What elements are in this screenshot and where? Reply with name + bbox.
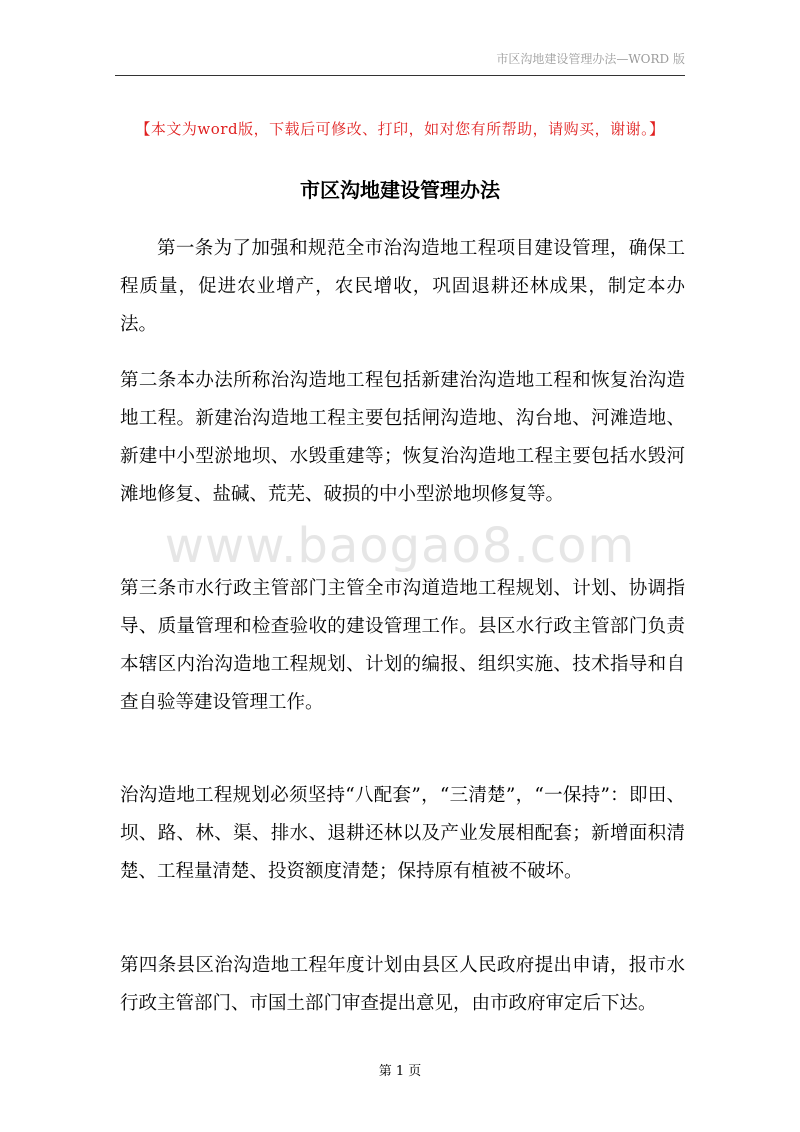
paragraph-planning-principles: 治沟造地工程规划必须坚持“八配套”，“三清楚”，“一保持”：即田、坝、路、林、渠、排水、退耕还林以及产业发展相配套；新增面积清楚、工程量清楚、投资额度清楚；保持原有植被不破坏。 xyxy=(120,785,685,882)
paragraph-article-2: 第二条本办法所称治沟造地工程包括新建治沟造地工程和恢复治沟造地工程。新建治沟造地工程主要包括闸沟造地、沟台地、河滩造地、新建中小型淤地坝、水毁重建等；恢复治沟造地工程主要包括水毁河滩地修复、盐碱、荒芜、破损的中小型淤地坝修复等。 xyxy=(120,370,685,505)
document-title: 市区沟地建设管理办法 xyxy=(300,178,500,202)
paragraph-article-1: 第一条为了加强和规范全市治沟造地工程项目建设管理，确保工程质量，促进农业增产，农民增收，巩固退耕还林成果，制定本办法。 xyxy=(120,238,685,335)
paragraph-article-3: 第三条市水行政主管部门主管全市沟道造地工程规划、计划、协调指导、质量管理和检查验收的建设管理工作。县区水行政主管部门负责本辖区内治沟造地工程规划、计划的编报、组织实施、技术指导和自查自验等建设管理工作。 xyxy=(120,578,685,713)
word-version-notice: 【本文为word版，下载后可修改、打印，如对您有所帮助，请购买，谢谢。】 xyxy=(135,120,665,138)
watermark: www.baogao8.com xyxy=(164,518,636,574)
page-header: 市区沟地建设管理办法—WORD 版 xyxy=(496,52,685,66)
paragraph-article-4: 第四条县区治沟造地工程年度计划由县区人民政府提出申请，报市水行政主管部门、市国土部门审查提出意见，由市政府审定后下达。 xyxy=(120,955,685,1014)
header-divider xyxy=(115,75,685,76)
page-number: 第 1 页 xyxy=(378,1064,422,1079)
